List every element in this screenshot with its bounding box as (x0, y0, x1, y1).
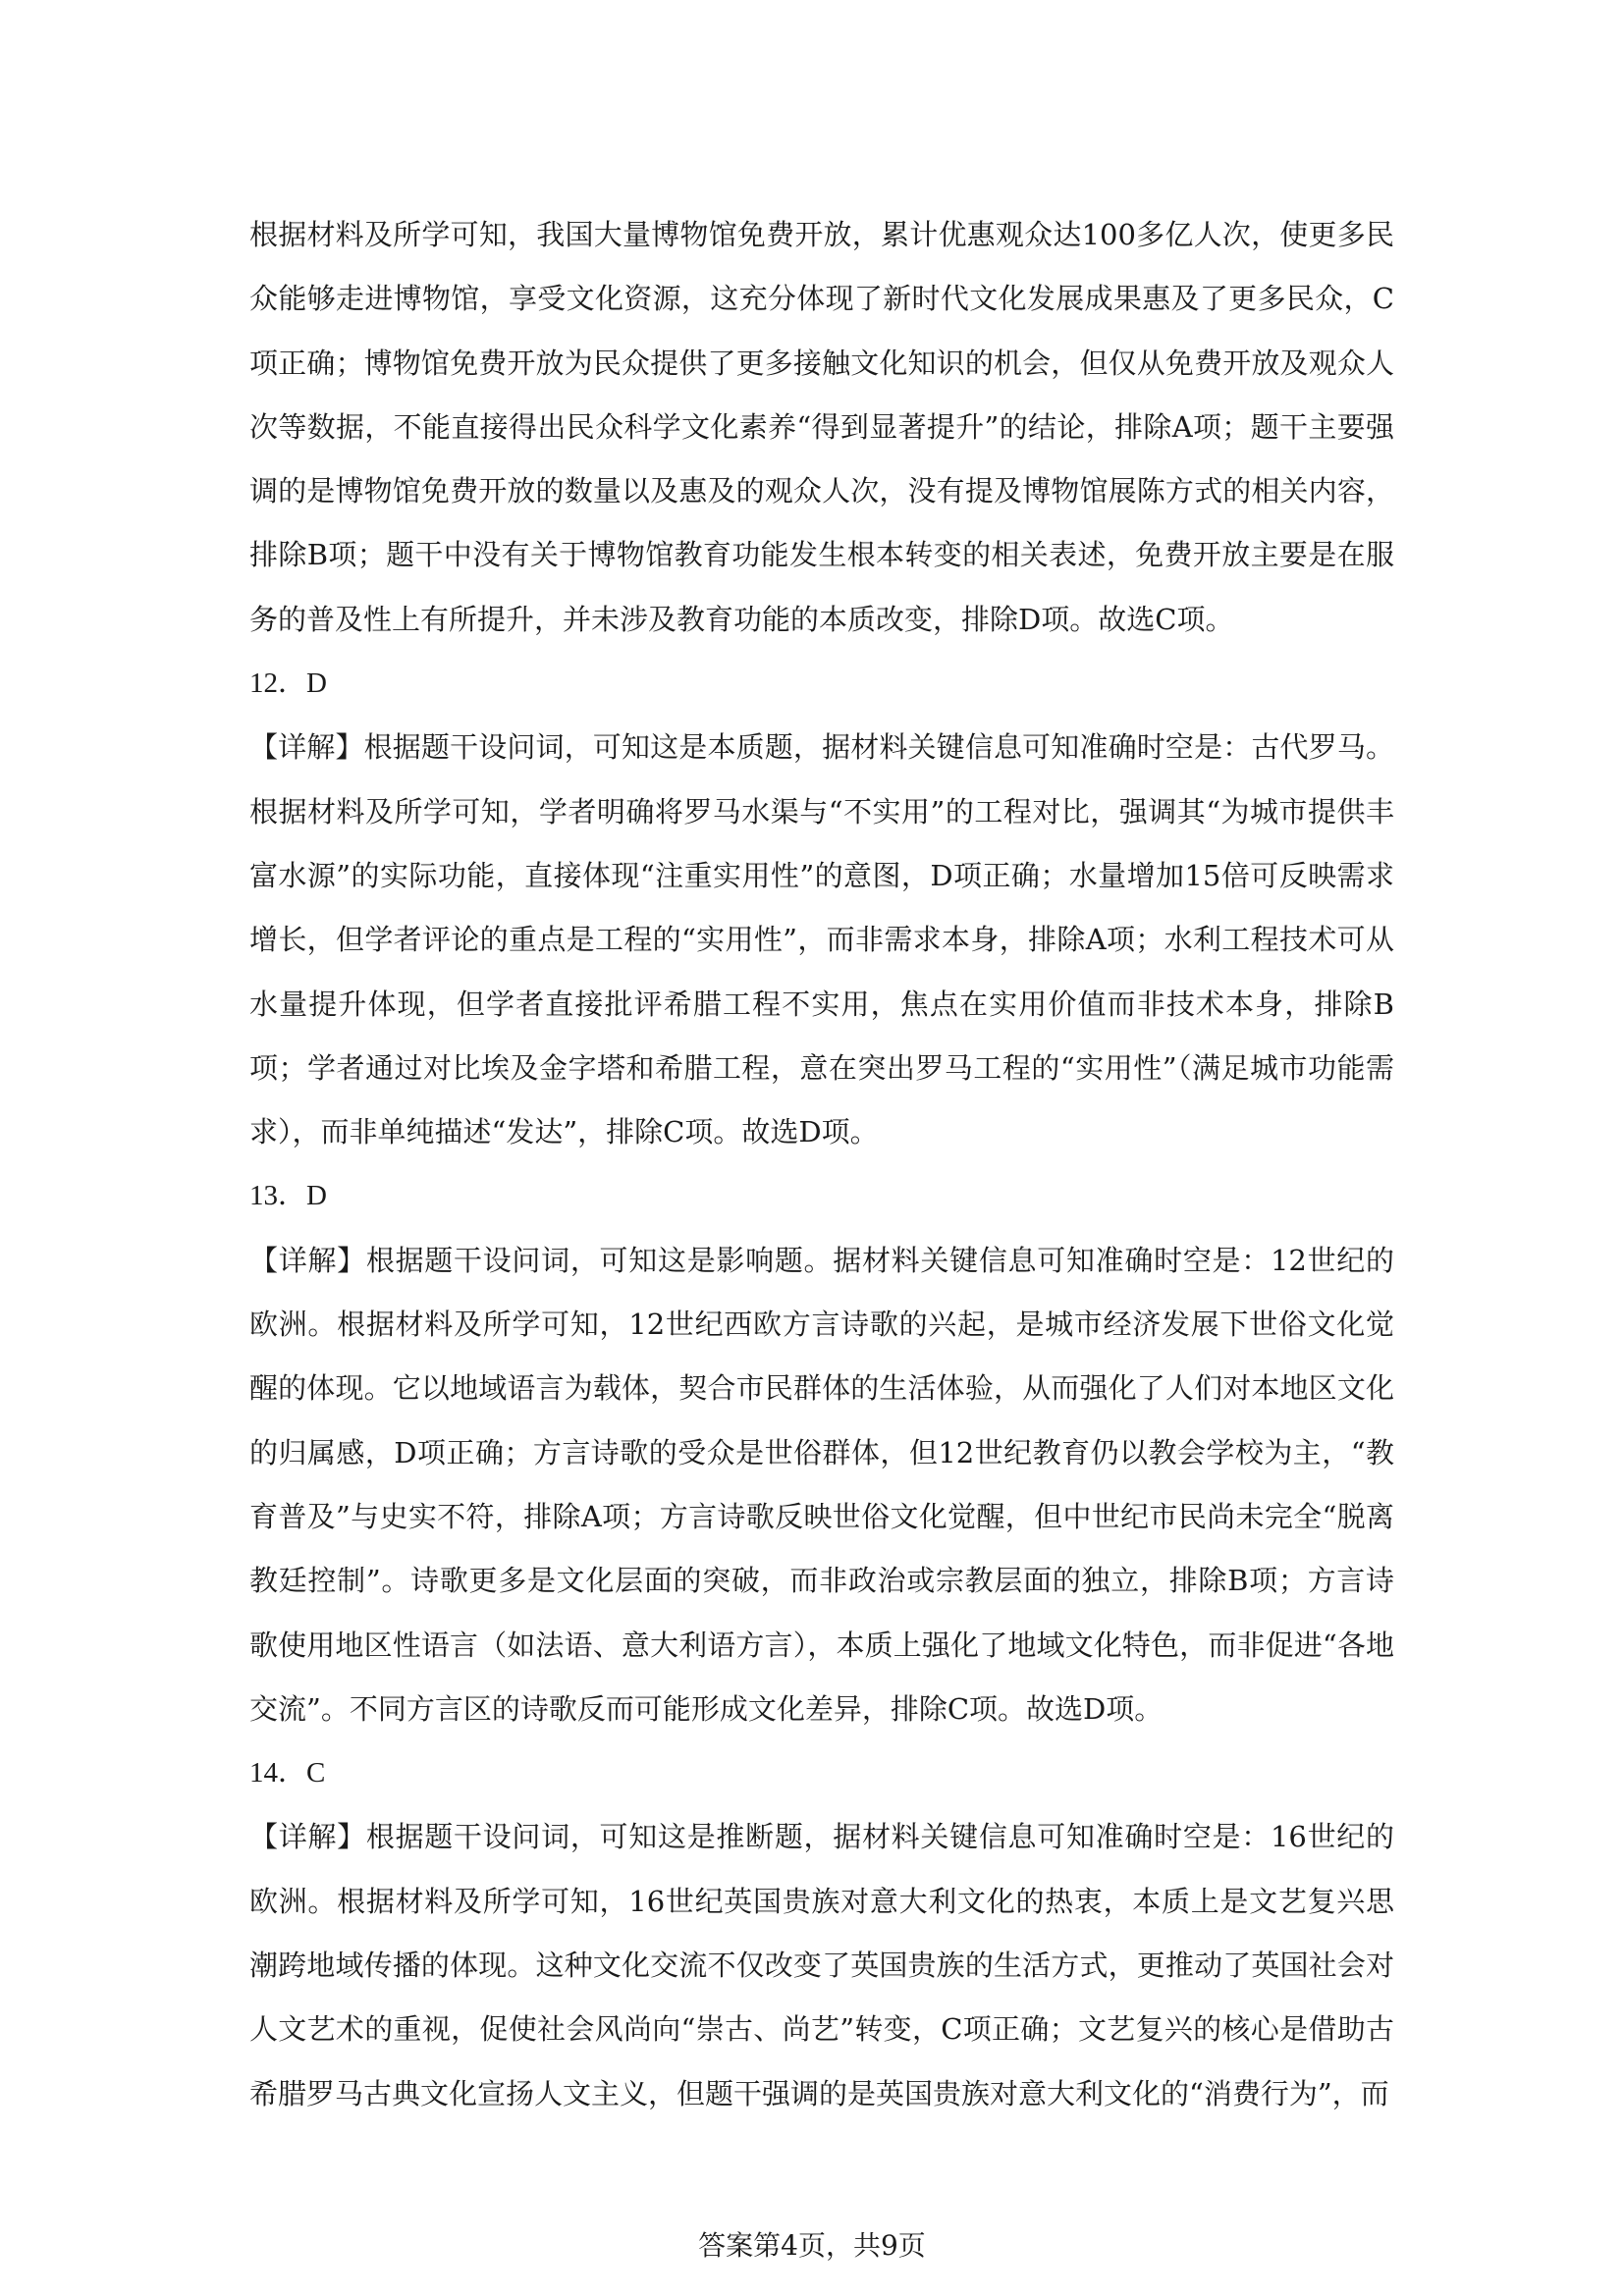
answer-content (249, 203, 1394, 2126)
q13-answer-number: 13．D (249, 1180, 327, 1212)
q12-explanation: 【详解】根据题干设问词，可知这是本质题，据材料关键信息可知准确时空是：古代罗马。根据材料及所学可知，学者明确将罗马水渠与“不实用”的工程对比，强调其“为城市提供丰富水源”的实际功能，直接体现“注重实用性”的意图，D项正确；水量增加15倍可反映需求增长，但学者评论的重点是工程的“实用性”，而非需求本身，排除A项；水利工程技术可从水量提升体现，但学者直接批评希腊工程不实用，焦点在实用价值而非技术本身，排除B项；学者通过对比埃及金字塔和希腊工程，意在突出罗马工程的“实用性”（满足城市功能需求），而非单纯描述“发达”，排除C项。故选D项。 (249, 730, 1394, 1149)
q11-continuation-text: 根据材料及所学可知，我国大量博物馆免费开放，累计优惠观众达100多亿人次，使更多民众能够走进博物馆，享受文化资源，这充分体现了新时代文化发展成果惠及了更多民众，C项正确；博物馆免费开放为民众提供了更多接触文化知识的机会，但仅从免费开放及观众人次等数据，不能直接得出民众科学文化素养“得到显著提升”的结论，排除A项；题干主要强调的是博物馆免费开放的数量以及惠及的观众人次，没有提及博物馆展陈方式的相关内容，排除B项；题干中没有关于博物馆教育功能发生根本转变的相关表述，免费开放主要是在服务的普及性上有所提升，并未涉及教育功能的本质改变，排除D项。故选C项。 (249, 218, 1394, 636)
q14-explanation: 【详解】根据题干设问词，可知这是推断题，据材料关键信息可知准确时空是：16世纪的欧洲。根据材料及所学可知，16世纪英国贵族对意大利文化的热衷，本质上是文艺复兴思潮跨地域传播的体现。这种文化交流不仅改变了英国贵族的生活方式，更推动了英国社会对人文艺术的重视，促使社会风尚向“崇古、尚艺”转变，C项正确；文艺复兴的核心是借助古希腊罗马古典文化宣扬人文主义，但题干强调的是英国贵族对意大利文化的“消费行为”，而 (249, 1820, 1394, 2110)
q13-explanation: 【详解】根据题干设问词，可知这是影响题。据材料关键信息可知准确时空是：12世纪的欧洲。根据材料及所学可知，12世纪西欧方言诗歌的兴起，是城市经济发展下世俗文化觉醒的体现。它以地域语言为载体，契合市民群体的生活体验，从而强化了人们对本地区文化的归属感，D项正确；方言诗歌的受众是世俗群体，但12世纪教育仍以教会学校为主，“教育普及”与史实不符，排除A项；方言诗歌反映世俗文化觉醒，但中世纪市民尚未完全“脱离教廷控制”。诗歌更多是文化层面的突破，而非政治或宗教层面的独立，排除B项；方言诗歌使用地区性语言（如法语、意大利语方言），本质上强化了地域文化特色，而非促进“各地交流”。不同方言区的诗歌反而可能形成文化差异，排除C项。故选D项。 (249, 1243, 1394, 1726)
page-footer: 答案第4页，共9页 (698, 2229, 926, 2262)
q14-answer-number: 14．C (249, 1757, 326, 1789)
q12-answer-number: 12．D (249, 667, 327, 700)
